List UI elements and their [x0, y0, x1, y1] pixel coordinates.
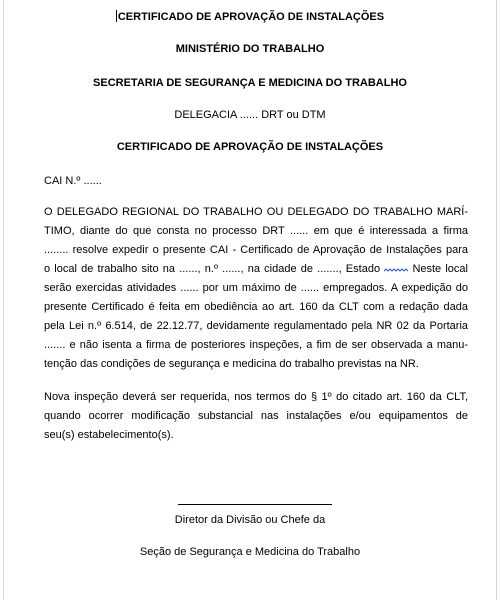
paragraph-line-estado [44, 260, 468, 279]
paragraph-line: tenção das condições de segurança e medicina do trabalho previstas na NR. [44, 358, 419, 370]
text-cursor [116, 10, 117, 22]
ministry-heading: MINISTÉRIO DO TRABALHO [175, 43, 325, 55]
paragraph-line-part: o local de trabalho sito na ......, n.º ......, na cidade de ......., Estado [44, 263, 381, 275]
signature-title-line1: Diretor da Divisão ou Chefe da [174, 514, 326, 526]
page-right-edge [496, 0, 497, 600]
paragraph-line: presente Certificado é feita em obediência ao art. 160 da CLT com a redação dada [44, 301, 468, 313]
paragraph-line: pela Lei n.º 6.514, de 22.12.77, devidamente regulamentado pela NR 02 da Portaria [44, 320, 468, 332]
delegacia-line: DELEGACIA ...... DRT ou DTM [174, 109, 326, 121]
secretariat-heading: SECRETARIA DE SEGURANÇA E MEDICINA DO TRABALHO [93, 77, 407, 89]
page-left-edge [3, 0, 4, 600]
paragraph-line: ........ resolve expedir o presente CAI - Certificado de Aprovação de Instalações para [44, 244, 468, 256]
paragraph-line: serão exercidas atividades ...... por um máximo de ...... empregados. A expedição do [44, 282, 468, 294]
paragraph-line-part: Neste local [412, 263, 468, 275]
top-title-text: CERTIFICADO DE APROVAÇÃO DE INSTALAÇÕES [117, 11, 385, 23]
paragraph-main [44, 203, 468, 374]
paragraph-line: quando ocorrer modificação substancial nas instalações e/ou equipamentos de [44, 410, 468, 422]
spellcheck-squiggle-icon[interactable] [384, 265, 408, 274]
paragraph-line: TIMO, diante do que consta no processo DRT ...... em que é interessada a firma [44, 225, 468, 237]
paragraph-inspection [44, 388, 468, 445]
paragraph-line: O DELEGADO REGIONAL DO TRABALHO OU DELEGADO DO TRABALHO MARÍ- [44, 206, 468, 218]
certificate-title: CERTIFICADO DE APROVAÇÃO DE INSTALAÇÕES [116, 141, 384, 153]
top-title[interactable] [0, 10, 500, 24]
paragraph-line: seu(s) estabelecimento(s). [44, 429, 174, 441]
paragraph-line: ....... e não isenta a firma de posteriores inspeções, a fim de ser observada a manu- [44, 339, 468, 351]
signature-line [178, 504, 332, 505]
paragraph-line: Nova inspeção deverá ser requerida, nos termos do § 1º do citado art. 160 da CLT, [44, 391, 468, 403]
signature-title-line2: Seção de Segurança e Medicina do Trabalho [139, 546, 361, 558]
cai-number: CAI N.º ...... [44, 175, 102, 187]
